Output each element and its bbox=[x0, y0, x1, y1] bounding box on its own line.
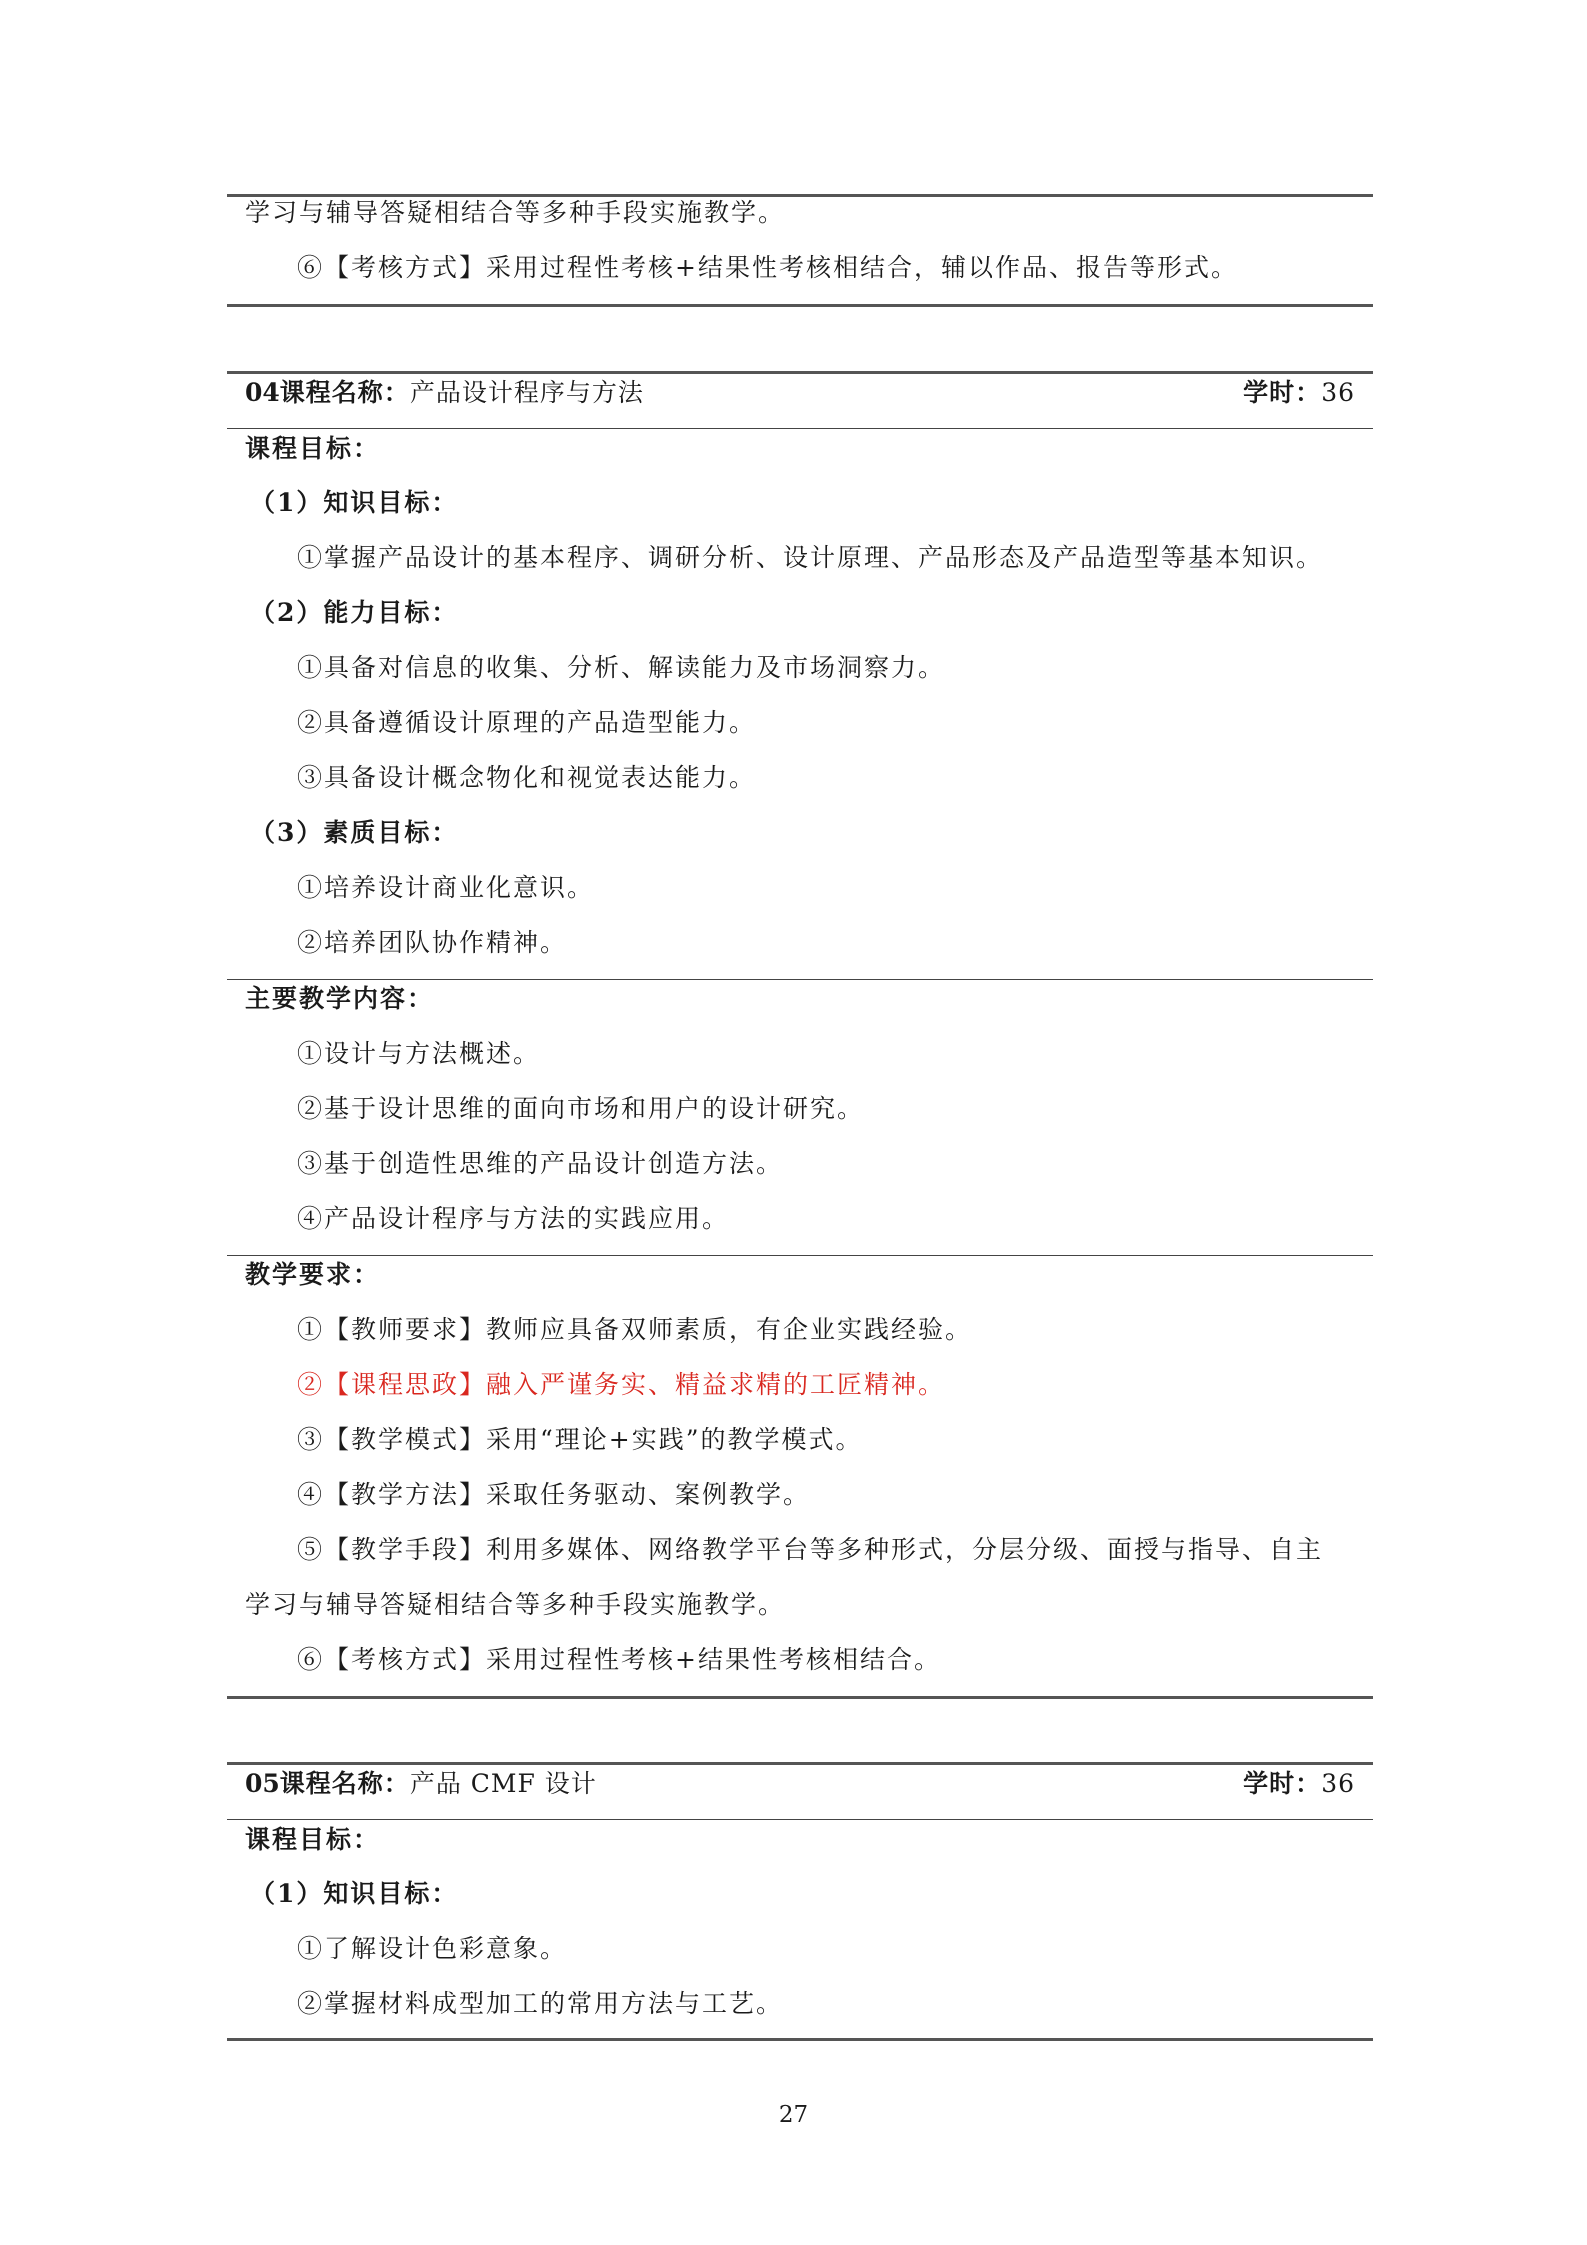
page-bottom-rule bbox=[227, 2038, 1373, 2041]
quality-item: ②培养团队协作精神。 bbox=[297, 928, 568, 957]
course-05-top-rule bbox=[227, 1762, 1373, 1765]
ability-title: （2）能力目标： bbox=[250, 598, 459, 627]
requirement-item: ⑤【教学手段】利用多媒体、网络教学平台等多种形式，分层分级、面授与指导、自主 bbox=[297, 1535, 1324, 1564]
requirement-item-cont: 学习与辅导答疑相结合等多种手段实施教学。 bbox=[245, 1590, 786, 1619]
hours-value: 36 bbox=[1321, 378, 1355, 407]
header-divider bbox=[227, 1819, 1373, 1820]
header-divider bbox=[227, 428, 1373, 429]
knowledge-title: （1）知识目标： bbox=[250, 1879, 459, 1908]
content-item: ①设计与方法概述。 bbox=[297, 1039, 541, 1068]
hours-value: 36 bbox=[1321, 1769, 1355, 1798]
course-04-top-rule bbox=[227, 371, 1373, 374]
hours-label: 学时： bbox=[1243, 1769, 1322, 1798]
course-name: 产品 CMF 设计 bbox=[409, 1769, 597, 1798]
content-divider bbox=[227, 979, 1373, 980]
requirement-item-highlight: ②【课程思政】融入严谨务实、精益求精的工匠精神。 bbox=[297, 1370, 946, 1399]
requirement-item: ①【教师要求】教师应具备双师素质，有企业实践经验。 bbox=[297, 1315, 973, 1344]
ability-item: ③具备设计概念物化和视觉表达能力。 bbox=[297, 763, 757, 792]
course-name-label: 课程名称： bbox=[279, 1769, 410, 1798]
objectives-title: 课程目标： bbox=[245, 1825, 381, 1854]
course-name: 产品设计程序与方法 bbox=[409, 378, 644, 407]
requirement-item: ③【教学模式】采用“理论+实践”的教学模式。 bbox=[297, 1425, 863, 1454]
course-hours bbox=[1243, 376, 1355, 410]
course-hours bbox=[1243, 1767, 1355, 1801]
course-04-end-rule bbox=[227, 1696, 1373, 1699]
knowledge-item: ②掌握材料成型加工的常用方法与工艺。 bbox=[297, 1989, 784, 2018]
knowledge-item: ①掌握产品设计的基本程序、调研分析、设计原理、产品形态及产品造型等基本知识。 bbox=[297, 543, 1324, 572]
page-number: 27 bbox=[778, 2102, 809, 2128]
ability-item: ②具备遵循设计原理的产品造型能力。 bbox=[297, 708, 757, 737]
content-item: ②基于设计思维的面向市场和用户的设计研究。 bbox=[297, 1094, 865, 1123]
objectives-title: 课程目标： bbox=[245, 434, 381, 463]
course-name-label: 课程名称： bbox=[279, 378, 410, 407]
hours-label: 学时： bbox=[1243, 378, 1322, 407]
text-line: 学习与辅导答疑相结合等多种手段实施教学。 bbox=[245, 198, 786, 227]
text-line: ⑥【考核方式】采用过程性考核+结果性考核相结合，辅以作品、报告等形式。 bbox=[297, 253, 1238, 282]
content-item: ④产品设计程序与方法的实践应用。 bbox=[297, 1204, 730, 1233]
quality-title: （3）素质目标： bbox=[250, 818, 459, 847]
requirements-title: 教学要求： bbox=[245, 1260, 381, 1289]
course-number: 04 bbox=[245, 378, 280, 407]
requirements-divider bbox=[227, 1255, 1373, 1256]
course-05-header bbox=[245, 1767, 1355, 1801]
knowledge-item: ①了解设计色彩意象。 bbox=[297, 1934, 568, 1963]
ability-item: ①具备对信息的收集、分析、解读能力及市场洞察力。 bbox=[297, 653, 946, 682]
course-04-header bbox=[245, 376, 1355, 410]
requirement-item: ⑥【考核方式】采用过程性考核+结果性考核相结合。 bbox=[297, 1645, 941, 1674]
knowledge-title: （1）知识目标： bbox=[250, 488, 459, 517]
section-end-rule bbox=[227, 304, 1373, 307]
content-title: 主要教学内容： bbox=[245, 984, 435, 1013]
content-item: ③基于创造性思维的产品设计创造方法。 bbox=[297, 1149, 784, 1178]
requirement-item: ④【教学方法】采取任务驱动、案例教学。 bbox=[297, 1480, 811, 1509]
course-number: 05 bbox=[245, 1769, 280, 1798]
quality-item: ①培养设计商业化意识。 bbox=[297, 873, 595, 902]
